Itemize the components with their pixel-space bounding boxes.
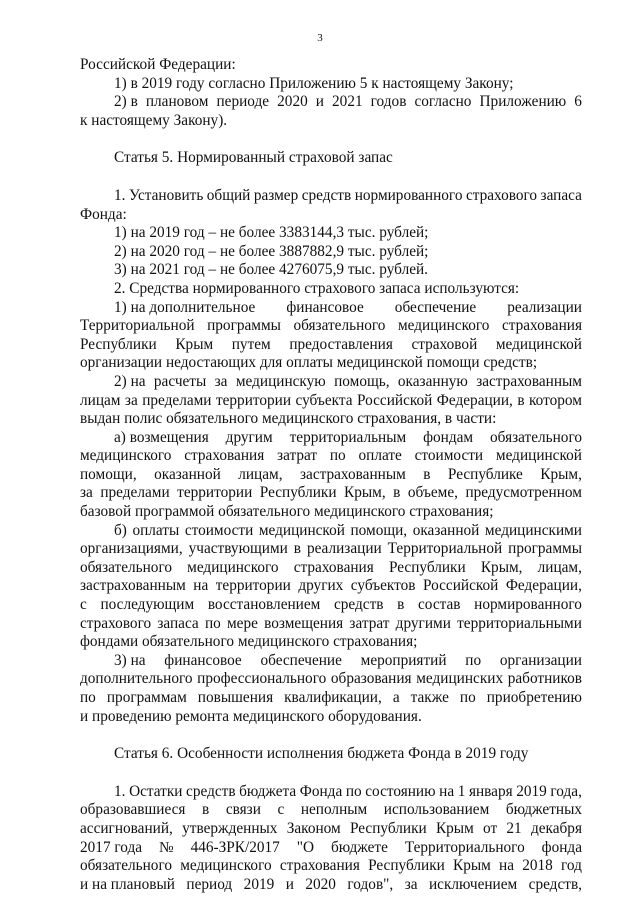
word: связи <box>225 801 261 819</box>
word: бюджете <box>331 838 388 856</box>
word: по <box>459 689 476 706</box>
word: последующим <box>100 596 195 614</box>
word: 446-ЗРК/2017 <box>190 838 280 856</box>
text-line: Фонда: <box>80 205 127 223</box>
word: Территориального <box>404 838 525 856</box>
word: от <box>483 819 498 837</box>
justified-line <box>80 615 582 634</box>
word: фондам <box>423 428 474 446</box>
reserve-2021: 3) на 2021 год – не более 4276075,9 тыс. рублей. <box>114 261 428 279</box>
word: 21 <box>506 819 522 837</box>
word: в <box>393 484 401 502</box>
word: утвержденных <box>182 819 278 837</box>
word: Республике <box>447 465 523 483</box>
word: за <box>214 372 228 390</box>
word: территории <box>215 577 291 595</box>
word: образовавшиеся <box>80 801 186 819</box>
word: плановом <box>145 93 209 111</box>
justified-line <box>80 466 582 485</box>
word: возмещения <box>264 614 344 632</box>
word: восстановлением <box>207 596 321 614</box>
word: № <box>159 838 174 856</box>
word: 2019 <box>516 782 547 800</box>
word: работников <box>507 670 582 688</box>
word: также <box>410 689 449 706</box>
word: пределами <box>142 391 212 409</box>
word: страхового <box>465 186 538 204</box>
word: медицинского <box>80 447 172 465</box>
word: Территориальной <box>80 317 195 335</box>
word: затрат <box>349 614 390 632</box>
word: фонда <box>541 838 582 856</box>
word: стоимости <box>184 521 254 539</box>
word: финансовое <box>164 651 242 669</box>
word: помощь, <box>334 372 390 390</box>
word: 2019 <box>243 875 275 893</box>
word: Законом <box>286 819 341 837</box>
text-line: базовой программой обязательного медицинского страхования; <box>80 503 494 521</box>
word: средств <box>301 186 352 204</box>
justified-line <box>80 857 582 876</box>
word: других <box>298 577 344 595</box>
justified-line <box>80 670 582 689</box>
word: помощи, <box>350 521 408 539</box>
text-line: и проведению ремонта медицинского оборудования. <box>80 707 422 725</box>
word: по <box>204 614 221 632</box>
word: лицам, <box>537 558 582 576</box>
word: страхового <box>80 614 152 632</box>
word: в <box>293 540 301 558</box>
word: Крым <box>175 335 214 353</box>
word: а) возмещения <box>114 428 209 446</box>
word: Республики <box>80 335 157 353</box>
word: годов <box>370 93 407 111</box>
word: Республики <box>349 819 427 837</box>
word: Федерации, <box>505 577 582 595</box>
word: затрат <box>277 447 318 465</box>
word: лицам, <box>238 465 283 483</box>
word: Приложению <box>479 93 567 111</box>
word: и на плановый <box>80 875 175 893</box>
word: мере <box>227 614 258 632</box>
word: страхования <box>293 558 374 576</box>
justified-line <box>80 689 582 708</box>
word: программы <box>207 317 281 335</box>
reserve-2019: 1) на 2019 год – не более 3383144,3 тыс. рублей; <box>114 224 429 242</box>
word: оплаты <box>132 521 180 539</box>
word: объеме, <box>407 484 458 502</box>
word: предусмотренном <box>465 484 582 502</box>
word: Крым, <box>480 558 523 576</box>
word: медицинскую <box>235 372 326 390</box>
word: образования <box>330 670 412 688</box>
word: страхования <box>501 317 582 335</box>
word: 1. <box>114 186 126 204</box>
justified-line <box>80 876 582 895</box>
justified-line <box>80 429 582 448</box>
justified-line <box>80 652 582 671</box>
word: пределами <box>100 484 170 502</box>
reserve-2020: 2) на 2020 год – не более 3887882,9 тыс. рублей; <box>114 242 429 260</box>
word: организациями, <box>80 540 183 558</box>
word: периоде <box>216 93 270 111</box>
word: Республики <box>368 857 445 875</box>
word: реализации <box>507 298 582 316</box>
word: медицинских <box>416 670 504 688</box>
text-line: фондами обязательного медицинского страхования; <box>80 633 418 651</box>
word: финансовое <box>286 298 364 316</box>
word: использованием <box>383 801 490 819</box>
word: котором <box>528 391 582 409</box>
word: Крым, <box>540 465 582 483</box>
word: нормированного <box>354 186 463 204</box>
justified-line <box>80 93 582 112</box>
word: другим <box>225 428 273 446</box>
word: страхования <box>279 857 360 875</box>
justified-line <box>80 317 582 336</box>
word: Крым <box>453 857 491 875</box>
justified-line <box>80 299 582 318</box>
word: обязательного <box>293 317 386 335</box>
justified-line <box>80 783 582 802</box>
word: обязательного <box>80 558 172 576</box>
word: с <box>80 596 87 614</box>
word: бюджетных <box>505 801 582 819</box>
word: территориальными <box>457 614 582 632</box>
word: год <box>561 857 582 875</box>
word: в <box>517 391 525 409</box>
word: Российской <box>422 577 499 595</box>
word: путем <box>231 335 271 353</box>
justified-line <box>80 820 582 839</box>
word: 1 <box>457 782 466 800</box>
word: медицинскими <box>484 521 582 539</box>
word: обязательного <box>80 857 172 875</box>
word: Установить <box>128 186 204 204</box>
word: оплате <box>358 447 402 465</box>
word: реализации <box>306 540 382 558</box>
word: состав <box>418 596 461 614</box>
word: 2021 <box>332 93 363 111</box>
text-line: к настоящему Закону). <box>80 111 228 129</box>
document-body <box>80 56 582 894</box>
justified-line <box>80 522 582 541</box>
word: участвующими <box>188 540 288 558</box>
word: "О <box>296 838 315 856</box>
word: обязательного <box>490 428 582 446</box>
word: Территориальной <box>387 540 503 558</box>
word: и <box>285 875 294 893</box>
word: за <box>124 391 138 409</box>
word: в <box>397 596 405 614</box>
word: исключением <box>428 875 518 893</box>
word: неполным <box>300 801 368 819</box>
word: по <box>345 782 362 800</box>
word: б) <box>114 521 127 539</box>
word: по <box>465 651 482 669</box>
word: 2018 <box>522 857 553 875</box>
word: Крым <box>435 819 474 837</box>
word: оказанной <box>154 465 221 483</box>
word: и <box>315 93 324 111</box>
word: программам <box>106 689 187 706</box>
word: территории <box>177 484 253 502</box>
text-line: 1) в 2019 году согласно Приложению 5 к настоящему Закону; <box>114 74 514 92</box>
page-number: 3 <box>317 32 323 44</box>
word: 3) на <box>114 651 146 669</box>
word: медицинского <box>187 558 279 576</box>
word: субъектов <box>350 577 416 595</box>
word: 2) на <box>114 372 146 390</box>
word: состоянию <box>365 782 436 800</box>
word: помощи, <box>80 465 137 483</box>
word: квалификации, <box>284 689 382 706</box>
word: период <box>186 875 233 893</box>
word: 2020 <box>277 93 308 111</box>
word: декабря <box>530 819 582 837</box>
text-line: организации недостающих для оплаты медицинской помощи средств; <box>80 354 538 372</box>
word: по <box>80 689 96 706</box>
word: согласно <box>414 93 472 111</box>
justified-line <box>80 447 582 466</box>
word: 6 <box>574 93 582 111</box>
word: в <box>423 465 431 483</box>
word: нормированного <box>474 596 582 614</box>
word: территории <box>215 391 292 409</box>
justified-line <box>80 801 582 820</box>
word: на <box>193 577 209 595</box>
word: застрахованным <box>299 465 406 483</box>
justified-line <box>80 392 582 411</box>
word: 2) в <box>114 93 138 111</box>
word: общий <box>206 186 251 204</box>
word: Российской <box>356 391 433 409</box>
text-line: Российской Федерации: <box>80 56 236 73</box>
justified-line <box>80 839 582 858</box>
word: Крым, <box>344 484 386 502</box>
justified-line <box>80 577 582 596</box>
word: организации <box>499 651 582 669</box>
word: дополнительного <box>80 670 193 688</box>
word: средств <box>186 782 236 800</box>
justified-line <box>80 336 582 355</box>
text-line: 2. Средства нормированного страхового запаса используются: <box>114 279 520 297</box>
text-line: выдан полис обязательного медицинского страхования, в части: <box>80 410 497 428</box>
word: мероприятий <box>360 651 447 669</box>
article-5-heading: Статья 5. Нормированный страховой запас <box>114 149 393 167</box>
word: января <box>468 782 513 800</box>
justified-line <box>80 540 582 559</box>
word: ассигнований, <box>80 819 173 837</box>
justified-line <box>80 187 582 206</box>
justified-line <box>80 596 582 615</box>
word: за <box>80 484 93 502</box>
word: годов", <box>347 875 394 893</box>
word: Остатки <box>129 782 183 800</box>
word: в <box>202 801 210 819</box>
word: средств, <box>528 875 582 893</box>
word: оказанной <box>412 521 480 539</box>
word: за <box>404 875 418 893</box>
word: 2020 <box>305 875 336 893</box>
word: обеспечение <box>260 651 342 669</box>
word: 1) на дополнительное <box>114 298 256 316</box>
justified-line <box>80 373 582 392</box>
word: страховой <box>411 335 478 353</box>
word: застрахованным <box>476 372 582 390</box>
word: запаса <box>540 186 582 204</box>
word: Республики <box>259 484 337 502</box>
word: территориальным <box>289 428 407 446</box>
word: Фонда <box>299 782 343 800</box>
word: медицинского <box>180 857 272 875</box>
word: медицинской <box>495 447 582 465</box>
word: Федерации, <box>436 391 513 409</box>
word: повышения <box>197 689 274 706</box>
word: расчеты <box>153 372 207 390</box>
article-6-heading: Статья 6. Особенности исполнения бюджета Фонда в 2019 году <box>114 745 529 763</box>
word: на <box>439 782 455 800</box>
word: запаса <box>157 614 199 632</box>
word: с <box>277 801 285 819</box>
word: лицам <box>80 391 121 409</box>
word: застрахованным <box>80 577 186 595</box>
justified-line <box>80 559 582 578</box>
word: медицинской <box>495 335 582 353</box>
word: субъекта <box>295 391 353 409</box>
word: страхования <box>184 447 265 465</box>
word: другими <box>395 614 451 632</box>
word: обеспечение <box>394 298 477 316</box>
word: оказанную <box>397 372 468 390</box>
word: профессионального <box>197 670 327 688</box>
word: стоимости <box>414 447 484 465</box>
word: медицинского <box>397 317 490 335</box>
word: а <box>392 689 400 706</box>
word: медицинской <box>258 521 345 539</box>
word: бюджета <box>239 782 297 800</box>
word: приобретению <box>486 689 582 706</box>
word: Республики <box>388 558 466 576</box>
word: 2017 года <box>80 838 143 856</box>
justified-line <box>80 484 582 503</box>
word: на <box>499 857 515 875</box>
word: предоставления <box>289 335 393 353</box>
word: по <box>329 447 346 465</box>
word: размер <box>253 186 299 204</box>
word: 1. <box>114 782 126 800</box>
word: года, <box>550 782 582 800</box>
word: программы <box>508 540 582 558</box>
word: средств <box>333 596 384 614</box>
